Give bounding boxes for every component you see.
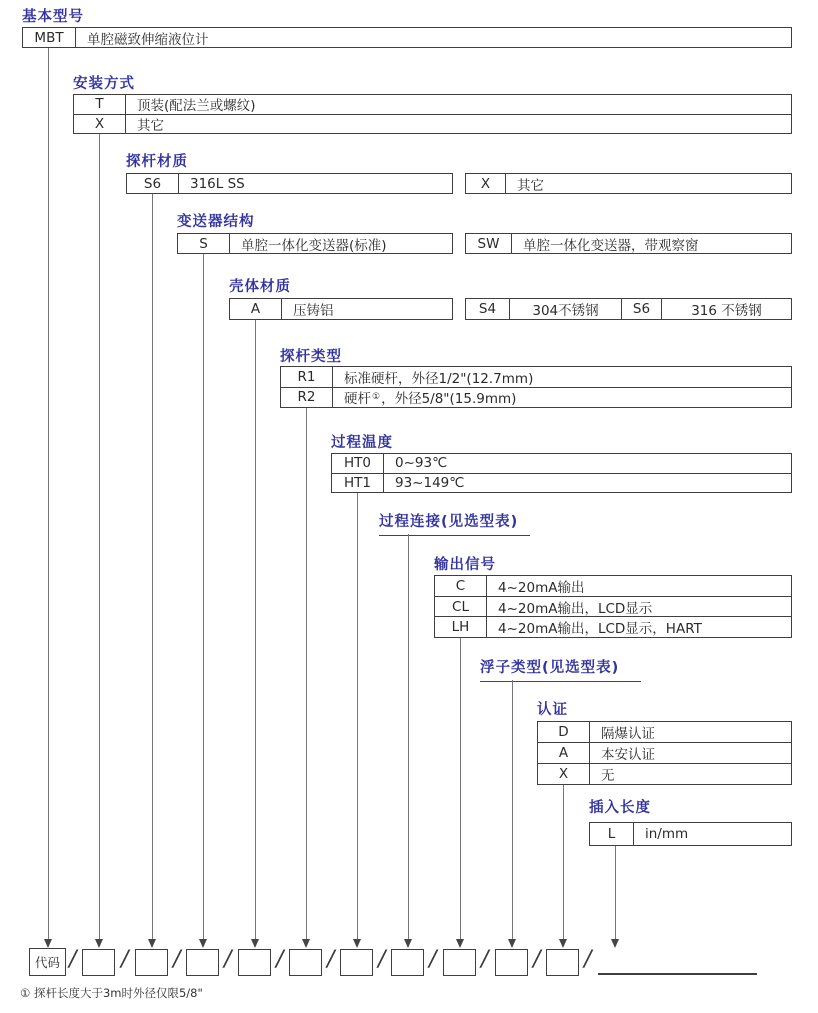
separator-slash: / <box>584 947 592 972</box>
table-housing-material-side <box>465 298 792 320</box>
desc-cell: 无 <box>601 768 615 784</box>
arrow-down-icon <box>95 939 103 948</box>
section-title-insertion-length: 插入长度 <box>589 800 651 816</box>
section-title-output-signal: 输出信号 <box>434 557 496 573</box>
code-cell: R2 <box>281 388 333 408</box>
table-insertion-length <box>589 822 792 846</box>
code-cell: SW <box>466 234 512 253</box>
connector-line <box>460 638 461 941</box>
desc-cell: 其它 <box>517 177 544 194</box>
code-cell: MBT <box>23 28 76 47</box>
footnote: ① 探杆长度大于3m时外径仅限5/8" <box>20 986 203 1000</box>
separator-slash: / <box>481 947 489 972</box>
code-box-3 <box>186 949 219 976</box>
arrow-down-icon <box>251 939 259 948</box>
desc-cell: 316 不锈钢 <box>691 303 762 319</box>
code-cell: D <box>538 722 590 742</box>
arrow-down-icon <box>353 939 361 948</box>
separator-slash: / <box>327 947 335 972</box>
connector-line <box>357 493 358 941</box>
code-cell: X <box>538 764 590 784</box>
table-row <box>332 473 791 493</box>
section-title-probe-type: 探杆类型 <box>280 349 342 365</box>
connector-line <box>255 320 256 941</box>
section-title-housing-material: 壳体材质 <box>229 279 291 295</box>
connector-line <box>48 48 49 941</box>
table-row <box>435 576 791 596</box>
code-cell: X <box>466 174 506 193</box>
section-title-process-temperature: 过程温度 <box>331 435 393 451</box>
separator-slash: / <box>173 947 181 972</box>
connector-line <box>306 408 307 941</box>
section-title-float-type: 浮子类型(见选型表) <box>480 656 641 682</box>
table-row <box>178 234 452 253</box>
table-row <box>281 387 791 408</box>
insertion-length-fill-line <box>598 947 757 975</box>
desc-cell: 0~93℃ <box>395 455 448 472</box>
table-row <box>23 28 791 47</box>
connector-line <box>563 785 564 941</box>
table-row <box>281 367 791 387</box>
separator-slash: / <box>276 947 284 972</box>
code-box-7 <box>391 949 424 976</box>
arrow-down-icon <box>508 939 516 948</box>
separator-slash: / <box>429 947 437 972</box>
code-box-8 <box>443 949 476 976</box>
separator-slash: / <box>224 947 232 972</box>
table-row <box>590 823 791 845</box>
desc-cell: 316L SS <box>190 175 245 192</box>
table-row <box>538 722 791 742</box>
code-box-1 <box>82 949 115 976</box>
desc-cell: 压铸铝 <box>293 303 334 319</box>
code-cell: C <box>435 576 487 596</box>
separator-slash: / <box>533 947 541 972</box>
desc-cell: 304不锈钢 <box>510 299 622 319</box>
table-row <box>74 95 791 114</box>
code-cell: S4 <box>466 299 510 319</box>
table-row <box>538 763 791 784</box>
desc-cell: 单腔磁致伸缩液位计 <box>87 31 209 48</box>
separator-slash: / <box>378 947 386 972</box>
code-box-4 <box>238 949 271 976</box>
code-cell: HT1 <box>332 474 384 493</box>
table-mounting <box>73 94 792 134</box>
section-title-process-connection: 过程连接(见选型表) <box>379 510 530 536</box>
arrow-down-icon <box>148 939 156 948</box>
table-basic-model <box>22 27 792 48</box>
desc-cell: 标准硬杆，外径1/2"(12.7mm) <box>344 370 534 387</box>
code-label-box: 代码 <box>29 948 66 976</box>
table-row <box>127 174 452 193</box>
desc-cell: 4~20mA输出，LCD显示，HART <box>498 621 702 638</box>
section-title-basic-model: 基本型号 <box>22 9 84 25</box>
code-cell: L <box>590 823 634 845</box>
desc-cell: 4~20mA输出 <box>498 579 585 596</box>
connector-line <box>203 254 204 941</box>
desc-text: 硬杆 <box>344 391 371 408</box>
table-probe-type <box>280 366 792 408</box>
table-output-signal <box>434 575 792 638</box>
table-probe-material <box>126 173 453 194</box>
arrow-down-icon <box>404 939 412 948</box>
table-row <box>466 299 791 319</box>
table-row <box>466 174 791 193</box>
desc-cell: 其它 <box>137 117 164 134</box>
code-box-6 <box>340 949 373 976</box>
code-cell: X <box>74 115 126 134</box>
connector-line <box>152 194 153 941</box>
connector-line <box>512 680 513 941</box>
desc-cell: 93~149℃ <box>395 474 465 491</box>
code-box-10 <box>546 949 579 976</box>
connector-line <box>99 134 100 941</box>
code-cell: S <box>178 234 230 253</box>
separator-slash: / <box>69 947 77 972</box>
code-box-2 <box>135 949 168 976</box>
code-cell: R1 <box>281 367 333 387</box>
desc-text: ，外径5/8"(15.9mm) <box>381 391 517 408</box>
section-title-transmitter-structure: 变送器结构 <box>177 214 255 230</box>
code-cell: T <box>74 95 126 114</box>
connector-line <box>615 846 616 941</box>
code-cell: S6 <box>622 299 662 319</box>
arrow-down-icon <box>456 939 464 948</box>
table-process-temperature <box>331 453 792 493</box>
connector-line <box>408 534 409 941</box>
table-row <box>538 742 791 763</box>
desc-cell: 本安认证 <box>601 747 655 763</box>
table-row <box>332 454 791 473</box>
table-row <box>435 616 791 637</box>
table-row <box>435 596 791 617</box>
table-housing-material <box>229 298 453 320</box>
section-title-probe-material: 探杆材质 <box>126 154 188 170</box>
arrow-down-icon <box>44 939 52 948</box>
desc-cell: 4~20mA输出，LCD显示 <box>498 600 653 617</box>
desc-cell: 单腔一体化变送器，带观察窗 <box>523 237 699 254</box>
table-certification <box>537 721 792 785</box>
arrow-down-icon <box>559 939 567 948</box>
code-box-9 <box>495 949 528 976</box>
table-row <box>230 299 452 319</box>
code-cell: LH <box>435 617 487 637</box>
desc-cell: 顶装(配法兰或螺纹) <box>137 98 256 115</box>
table-row <box>466 234 791 253</box>
desc-cell: 隔爆认证 <box>601 726 655 742</box>
code-cell: S6 <box>127 174 179 193</box>
code-cell: A <box>230 299 282 319</box>
code-cell: A <box>538 743 590 763</box>
code-box-5 <box>289 949 322 976</box>
desc-cell: in/mm <box>645 826 689 842</box>
section-title-certification: 认证 <box>537 702 568 718</box>
arrow-down-icon <box>302 939 310 948</box>
table-row <box>74 114 791 134</box>
code-cell: HT0 <box>332 454 384 473</box>
table-transmitter-structure-side <box>465 233 792 254</box>
separator-slash: / <box>121 947 129 972</box>
desc-cell: 单腔一体化变送器(标准) <box>241 237 387 254</box>
section-title-mounting: 安装方式 <box>73 76 135 92</box>
table-probe-material-side <box>465 173 792 194</box>
arrow-down-icon <box>199 939 207 948</box>
desc-cell: 硬杆 ① ，外径5/8"(15.9mm) <box>333 388 791 408</box>
code-cell: CL <box>435 597 487 617</box>
table-transmitter-structure <box>177 233 453 254</box>
